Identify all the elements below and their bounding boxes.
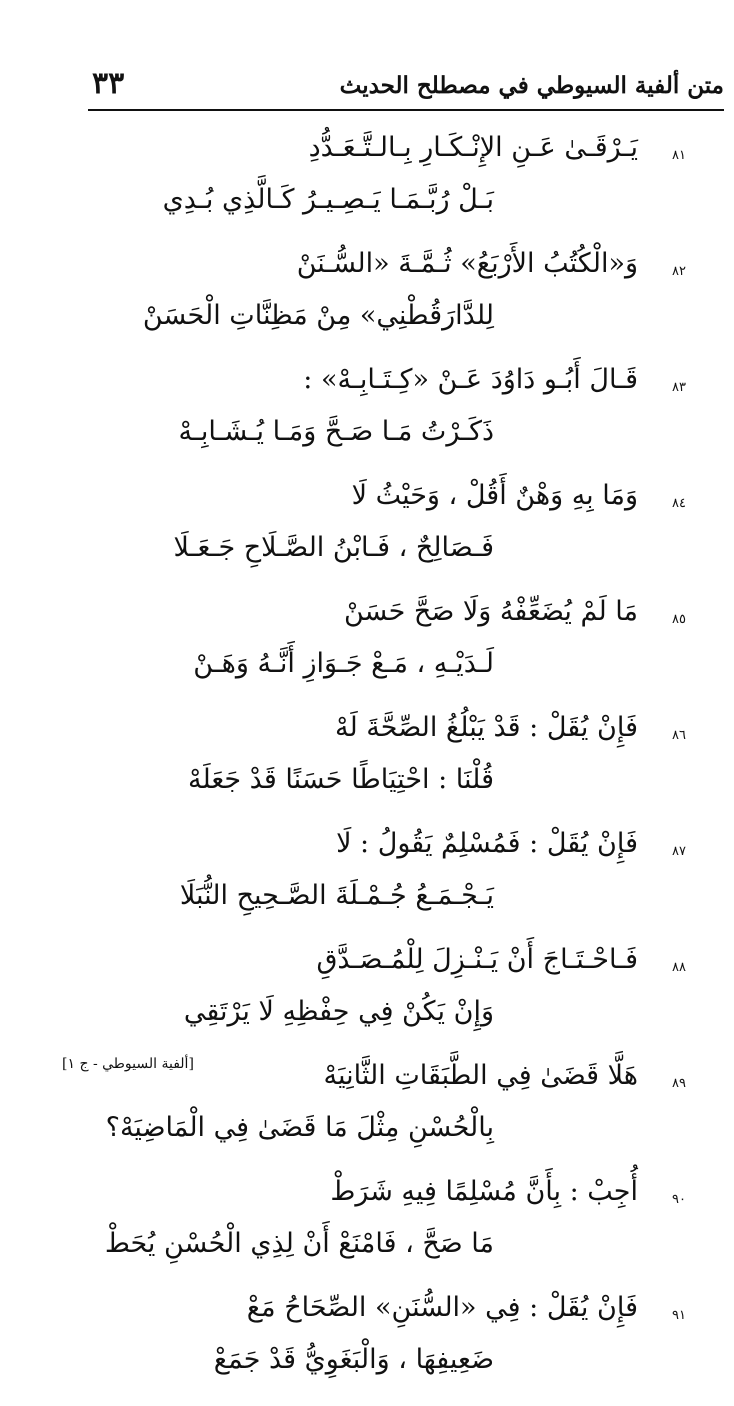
verse-number: ٩١ bbox=[672, 1308, 686, 1323]
verse-second-hemistich: يَـجْـمَـعُ جُـمْـلَةَ الصَّـحِيحِ النُّبَلَا bbox=[179, 880, 494, 911]
verse-first-hemistich: مَا لَمْ يُضَعِّفْهُ وَلَا صَحَّ حَسَنْ bbox=[343, 596, 638, 627]
verse-number: ٨٦ bbox=[672, 728, 686, 743]
verse bbox=[140, 478, 694, 594]
verse bbox=[140, 246, 694, 362]
verse-number: ٨٧ bbox=[672, 844, 686, 859]
verse-number: ٨٤ bbox=[672, 496, 686, 511]
page-footer: [ألفية السيوطي - ج ١] bbox=[62, 1056, 194, 1072]
verse-second-hemistich: لَـدَيْـهِ ، مَـعْ جَـوَازِ أَنَّـهُ وَهَـنْ bbox=[193, 648, 494, 679]
verse bbox=[140, 130, 694, 246]
verse-second-hemistich: قُلْنَا : احْتِيَاطًا حَسَنًا قَدْ جَعَلَهْ bbox=[187, 764, 494, 795]
verse-number: ٨٩ bbox=[672, 1076, 686, 1091]
verse-second-hemistich: وَإِنْ يَكُنْ فِي حِفْظِهِ لَا يَرْتَقِي bbox=[183, 996, 494, 1027]
verse-second-hemistich: فَـصَالِحٌ ، فَـابْنُ الصَّـلَاحِ جَـعَـلَا bbox=[173, 532, 494, 563]
verse bbox=[140, 594, 694, 710]
header-divider bbox=[88, 109, 724, 111]
verse-first-hemistich: هَلَّا قَضَىٰ فِي الطَّبَقَاتِ الثَّانِيَهْ bbox=[323, 1060, 638, 1091]
verse-number: ٩٠ bbox=[672, 1192, 686, 1207]
verse-second-hemistich: لِلدَّارَقُطْنِي» مِنْ مَظِنَّاتِ الْحَسَنْ bbox=[142, 300, 494, 331]
verse-first-hemistich: وَمَا بِهِ وَهْنٌ أَقُلْ ، وَحَيْثُ لَا bbox=[351, 480, 638, 511]
page-title: متن ألفية السيوطي في مصطلح الحديث bbox=[339, 72, 724, 99]
verse-first-hemistich: فَـاحْـتَـاجَ أَنْ يَـنْـزِلَ لِلْمُـصَـدَّقِ bbox=[316, 944, 638, 975]
verse bbox=[140, 710, 694, 826]
verse-first-hemistich: يَـرْقَـىٰ عَـنِ الإِنْـكَـارِ بِـالـتَّـعَـدُّدِ bbox=[308, 132, 638, 163]
verse-number: ٨٣ bbox=[672, 380, 686, 395]
verse-first-hemistich: وَ«الْكُتُبُ الأَرْبَعُ» ثُـمَّـةَ «السُّـنَنْ bbox=[296, 248, 638, 279]
verse bbox=[140, 1290, 694, 1406]
verse bbox=[140, 826, 694, 942]
verse-second-hemistich: ضَعِيفِهَا ، وَالْبَغَوِيُّ قَدْ جَمَعْ bbox=[213, 1344, 494, 1375]
verse bbox=[140, 362, 694, 478]
verse-first-hemistich: قَـالَ أَبُـو دَاوُدَ عَـنْ «كِـتَـابِـهْ» : bbox=[303, 364, 638, 395]
verse bbox=[104, 1174, 694, 1290]
verse-second-hemistich: بَـلْ رُبَّـمَـا يَـصِـيـرُ كَـالَّذِي بُـدِي bbox=[162, 184, 494, 215]
verse-number: ٨٥ bbox=[672, 612, 686, 627]
verse-number: ٨٨ bbox=[672, 960, 686, 975]
verse-first-hemistich: فَإِنْ يُقَلْ : قَدْ يَبْلُغُ الصِّحَّةَ لَهْ bbox=[335, 712, 638, 743]
verse-number: ٨٢ bbox=[672, 264, 686, 279]
verse-second-hemistich: مَا صَحَّ ، فَامْنَعْ أَنْ لِذِي الْحُسْنِ يُحَطْ bbox=[104, 1228, 494, 1259]
verse-first-hemistich: فَإِنْ يُقَلْ : فَمُسْلِمٌ يَقُولُ : لَا bbox=[336, 828, 638, 859]
verse-second-hemistich: بِالْحُسْنِ مِثْلَ مَا قَضَىٰ فِي الْمَاضِيَهْ؟ bbox=[105, 1112, 494, 1143]
verse-number: ٨١ bbox=[672, 148, 686, 163]
page-number: ٣٣ bbox=[92, 66, 125, 101]
verse-second-hemistich: ذَكَـرْتُ مَـا صَـحَّ وَمَـا يُـشَـابِـهْ bbox=[178, 416, 494, 447]
verse-first-hemistich: أُجِبْ : بِأَنَّ مُسْلِمًا فِيهِ شَرَطْ bbox=[330, 1176, 638, 1207]
page-header bbox=[88, 64, 724, 108]
verse-first-hemistich: فَإِنْ يُقَلْ : فِي «السُّنَنِ» الصِّحَاحُ مَعْ bbox=[246, 1292, 638, 1323]
verse bbox=[140, 942, 694, 1058]
